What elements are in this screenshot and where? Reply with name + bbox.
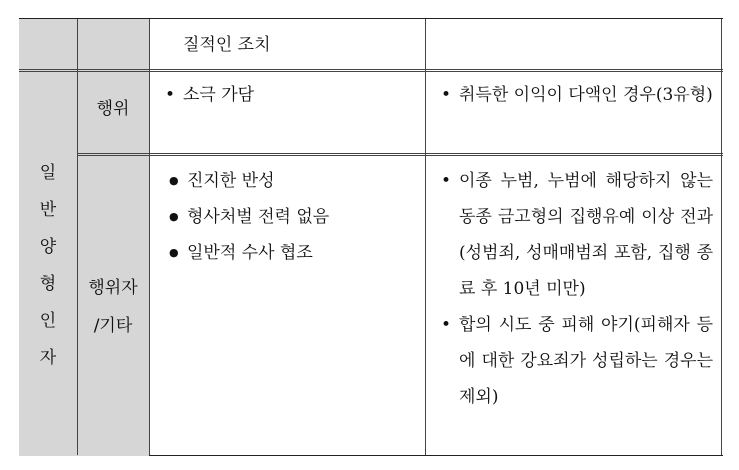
group-char-3: 양 xyxy=(39,237,57,257)
row-divider xyxy=(77,153,723,156)
group-char-5: 인 xyxy=(39,311,57,331)
mitigating-act xyxy=(165,79,415,112)
group-char-6: 자 xyxy=(39,348,57,368)
row-label-act: 행위 xyxy=(96,99,130,119)
row-label-actor-line2: /기타 xyxy=(93,316,133,336)
row-header-shade xyxy=(77,19,149,456)
mitigating-actor xyxy=(169,163,419,271)
group-char-1: 일 xyxy=(39,163,57,183)
col-divider-1 xyxy=(77,19,78,455)
list-item: ● 형사처벌 전력 없음 xyxy=(169,207,330,227)
list-item: • 소극 가담 xyxy=(165,85,255,105)
list-item: • 취득한 이익이 다액인 경우(3유형) xyxy=(441,85,713,105)
col-divider-2 xyxy=(149,19,150,455)
group-char-2: 반 xyxy=(39,200,57,220)
right-border xyxy=(721,19,722,455)
sentencing-factors-table xyxy=(19,18,723,456)
list-item: • 합의 시도 중 피해 야기(피해자 등에 대한 강요죄가 성립하는 경우는 제외) xyxy=(441,315,713,407)
aggravating-actor xyxy=(441,163,713,415)
list-item: • 이종 누범, 누범에 해당하지 않는 동종 금고형의 집행유예 이상 전과(성범죄, 성매매범죄 포함, 집행 종료 후 10년 미만) xyxy=(441,171,713,299)
aggravating-act xyxy=(441,79,713,112)
col-divider-3 xyxy=(425,19,426,455)
group-label xyxy=(19,155,77,377)
header-label: 질적인 조치 xyxy=(183,35,271,55)
header-divider xyxy=(19,69,723,72)
row-label-actor-line1: 행위자 xyxy=(88,278,138,298)
row-label-actor xyxy=(77,269,149,345)
list-item: ● 일반적 수사 협조 xyxy=(169,243,313,263)
group-char-4: 형 xyxy=(39,274,57,294)
list-item: ● 진지한 반성 xyxy=(169,171,275,191)
